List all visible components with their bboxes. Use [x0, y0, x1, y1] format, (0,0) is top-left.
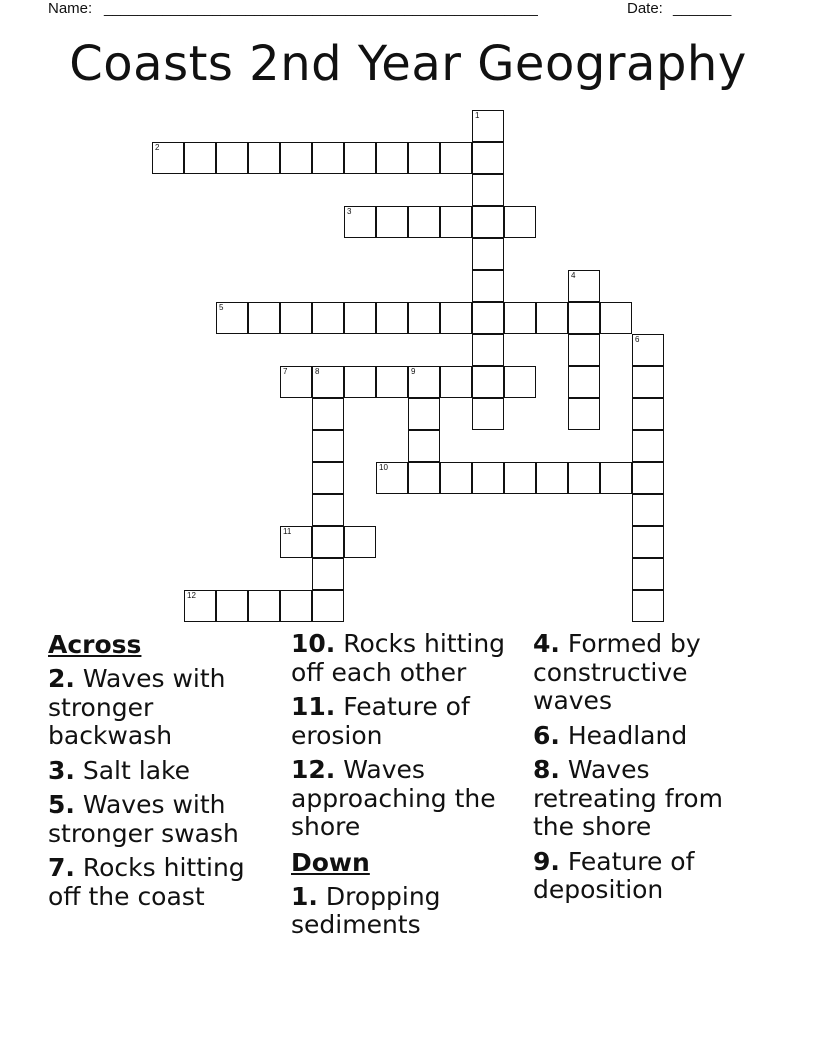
grid-cell[interactable]: [408, 398, 440, 430]
clues-column-1: [48, 630, 276, 917]
grid-cell[interactable]: [568, 366, 600, 398]
clue-down-4: [533, 630, 761, 716]
grid-cell[interactable]: [632, 334, 664, 366]
grid-cell[interactable]: [632, 430, 664, 462]
clue-across-2: [48, 665, 276, 751]
clue-number: 4.: [533, 629, 560, 658]
grid-cell[interactable]: [280, 366, 312, 398]
grid-cell[interactable]: [408, 366, 440, 398]
name-field-line[interactable]: ____________________________________________________: [104, 0, 538, 17]
grid-cell[interactable]: [632, 462, 664, 494]
grid-cell[interactable]: [472, 270, 504, 302]
grid-cell[interactable]: [312, 590, 344, 622]
grid-cell[interactable]: [376, 462, 408, 494]
grid-cell[interactable]: [568, 398, 600, 430]
grid-cell[interactable]: [472, 238, 504, 270]
clue-number: 10.: [291, 629, 336, 658]
clue-text: Waves with stronger swash: [48, 790, 239, 848]
clue-number: 1.: [291, 881, 318, 911]
grid-cell-number: 1: [475, 111, 480, 120]
clue-down-1: [291, 883, 519, 940]
grid-cell[interactable]: [344, 366, 376, 398]
grid-cell[interactable]: [504, 366, 536, 398]
grid-cell[interactable]: [472, 366, 504, 398]
clue-text: Headland: [567, 720, 688, 750]
grid-cell[interactable]: [536, 462, 568, 494]
grid-cell[interactable]: [536, 302, 568, 334]
clue-text: Feature of erosion: [291, 692, 470, 750]
grid-cell-number: 6: [635, 335, 640, 344]
grid-cell[interactable]: [504, 462, 536, 494]
grid-cell[interactable]: [408, 430, 440, 462]
grid-cell-number: 11: [283, 527, 292, 536]
grid-cell[interactable]: [184, 142, 216, 174]
clue-down-9: [533, 848, 761, 905]
clue-number: 9.: [533, 846, 560, 876]
clue-number: 12.: [291, 755, 336, 784]
grid-cell[interactable]: [472, 142, 504, 174]
grid-cell[interactable]: [472, 174, 504, 206]
clue-text: Dropping sediments: [291, 881, 441, 939]
grid-cell[interactable]: [312, 302, 344, 334]
grid-cell[interactable]: [312, 526, 344, 558]
grid-cell[interactable]: [248, 590, 280, 622]
grid-cell[interactable]: [440, 302, 472, 334]
grid-cell[interactable]: [472, 110, 504, 142]
grid-cell[interactable]: [248, 142, 280, 174]
grid-cell[interactable]: [216, 590, 248, 622]
grid-cell[interactable]: [376, 302, 408, 334]
grid-cell[interactable]: [568, 302, 600, 334]
grid-cell-number: 5: [219, 303, 224, 312]
grid-cell[interactable]: [312, 142, 344, 174]
grid-cell[interactable]: [216, 142, 248, 174]
grid-cell[interactable]: [472, 398, 504, 430]
grid-cell[interactable]: [632, 366, 664, 398]
grid-cell[interactable]: [184, 590, 216, 622]
grid-cell[interactable]: [216, 302, 248, 334]
grid-cell[interactable]: [312, 494, 344, 526]
grid-cell-number: 4: [571, 271, 576, 280]
grid-cell-number: 10: [379, 463, 388, 472]
grid-cell[interactable]: [312, 430, 344, 462]
grid-cell[interactable]: [440, 366, 472, 398]
clue-across-5: [48, 791, 276, 848]
clue-across-12: [291, 756, 519, 842]
grid-cell[interactable]: [312, 366, 344, 398]
clue-number: 6.: [533, 720, 560, 750]
clue-number: 7.: [48, 853, 75, 882]
clue-number: 2.: [48, 664, 75, 693]
grid-cell-number: 3: [347, 207, 352, 216]
grid-cell-number: 12: [187, 591, 196, 600]
grid-cell[interactable]: [472, 302, 504, 334]
grid-cell[interactable]: [376, 206, 408, 238]
grid-cell[interactable]: [344, 206, 376, 238]
down-heading: Down: [291, 847, 370, 877]
clue-text: Waves retreating from the shore: [533, 755, 723, 841]
grid-cell[interactable]: [408, 462, 440, 494]
clue-down-6: [533, 722, 761, 751]
clues-column-2: [291, 630, 519, 946]
clue-number: 5.: [48, 790, 75, 819]
grid-cell[interactable]: [152, 142, 184, 174]
name-label: Name:: [48, 0, 93, 17]
clue-text: Salt lake: [82, 755, 190, 785]
grid-cell[interactable]: [312, 462, 344, 494]
page-title: Coasts 2nd Year Geography: [69, 36, 747, 92]
clue-number: 11.: [291, 692, 336, 721]
grid-cell[interactable]: [280, 526, 312, 558]
clue-down-8: [533, 756, 761, 842]
clue-across-11: [291, 693, 519, 750]
grid-cell[interactable]: [408, 302, 440, 334]
grid-cell-number: 7: [283, 367, 288, 376]
clue-text: Rocks hitting off each other: [291, 629, 506, 687]
grid-cell[interactable]: [312, 398, 344, 430]
grid-cell[interactable]: [280, 590, 312, 622]
grid-cell[interactable]: [344, 302, 376, 334]
grid-cell[interactable]: [472, 206, 504, 238]
clue-text: Waves approaching the shore: [291, 755, 496, 841]
clue-text: Rocks hitting off the coast: [48, 853, 245, 911]
grid-cell[interactable]: [632, 494, 664, 526]
clue-number: 3.: [48, 755, 75, 785]
grid-cell[interactable]: [600, 462, 632, 494]
across-heading: Across: [48, 630, 142, 659]
grid-cell[interactable]: [440, 206, 472, 238]
grid-cell[interactable]: [600, 302, 632, 334]
grid-cell-number: 9: [411, 367, 416, 376]
grid-cell[interactable]: [632, 558, 664, 590]
grid-cell[interactable]: [248, 302, 280, 334]
grid-cell[interactable]: [440, 142, 472, 174]
grid-cell[interactable]: [376, 366, 408, 398]
grid-cell[interactable]: [440, 462, 472, 494]
grid-cell[interactable]: [504, 206, 536, 238]
grid-cell[interactable]: [568, 270, 600, 302]
clues-column-3: [533, 630, 761, 911]
grid-cell[interactable]: [344, 526, 376, 558]
grid-cell[interactable]: [408, 206, 440, 238]
grid-cell[interactable]: [344, 142, 376, 174]
date-field-line[interactable]: _______: [673, 0, 732, 17]
grid-cell-number: 8: [315, 367, 320, 376]
grid-cell[interactable]: [504, 302, 536, 334]
grid-cell[interactable]: [472, 462, 504, 494]
grid-cell[interactable]: [280, 142, 312, 174]
grid-cell-number: 2: [155, 143, 160, 152]
grid-cell[interactable]: [568, 334, 600, 366]
grid-cell[interactable]: [632, 526, 664, 558]
clue-text: Waves with stronger backwash: [48, 664, 226, 750]
clue-number: 8.: [533, 755, 560, 784]
clue-text: Feature of deposition: [533, 846, 695, 904]
grid-cell[interactable]: [568, 462, 600, 494]
clue-text: Formed by constructive waves: [533, 629, 701, 715]
date-label: Date:: [627, 0, 663, 17]
grid-cell[interactable]: [472, 334, 504, 366]
clue-across-10: [291, 630, 519, 687]
grid-cell[interactable]: [376, 142, 408, 174]
grid-cell[interactable]: [632, 398, 664, 430]
clue-across-7: [48, 854, 276, 911]
grid-cell[interactable]: [312, 558, 344, 590]
grid-cell[interactable]: [632, 590, 664, 622]
clue-across-3: [48, 757, 276, 786]
grid-cell[interactable]: [408, 142, 440, 174]
grid-cell[interactable]: [280, 302, 312, 334]
